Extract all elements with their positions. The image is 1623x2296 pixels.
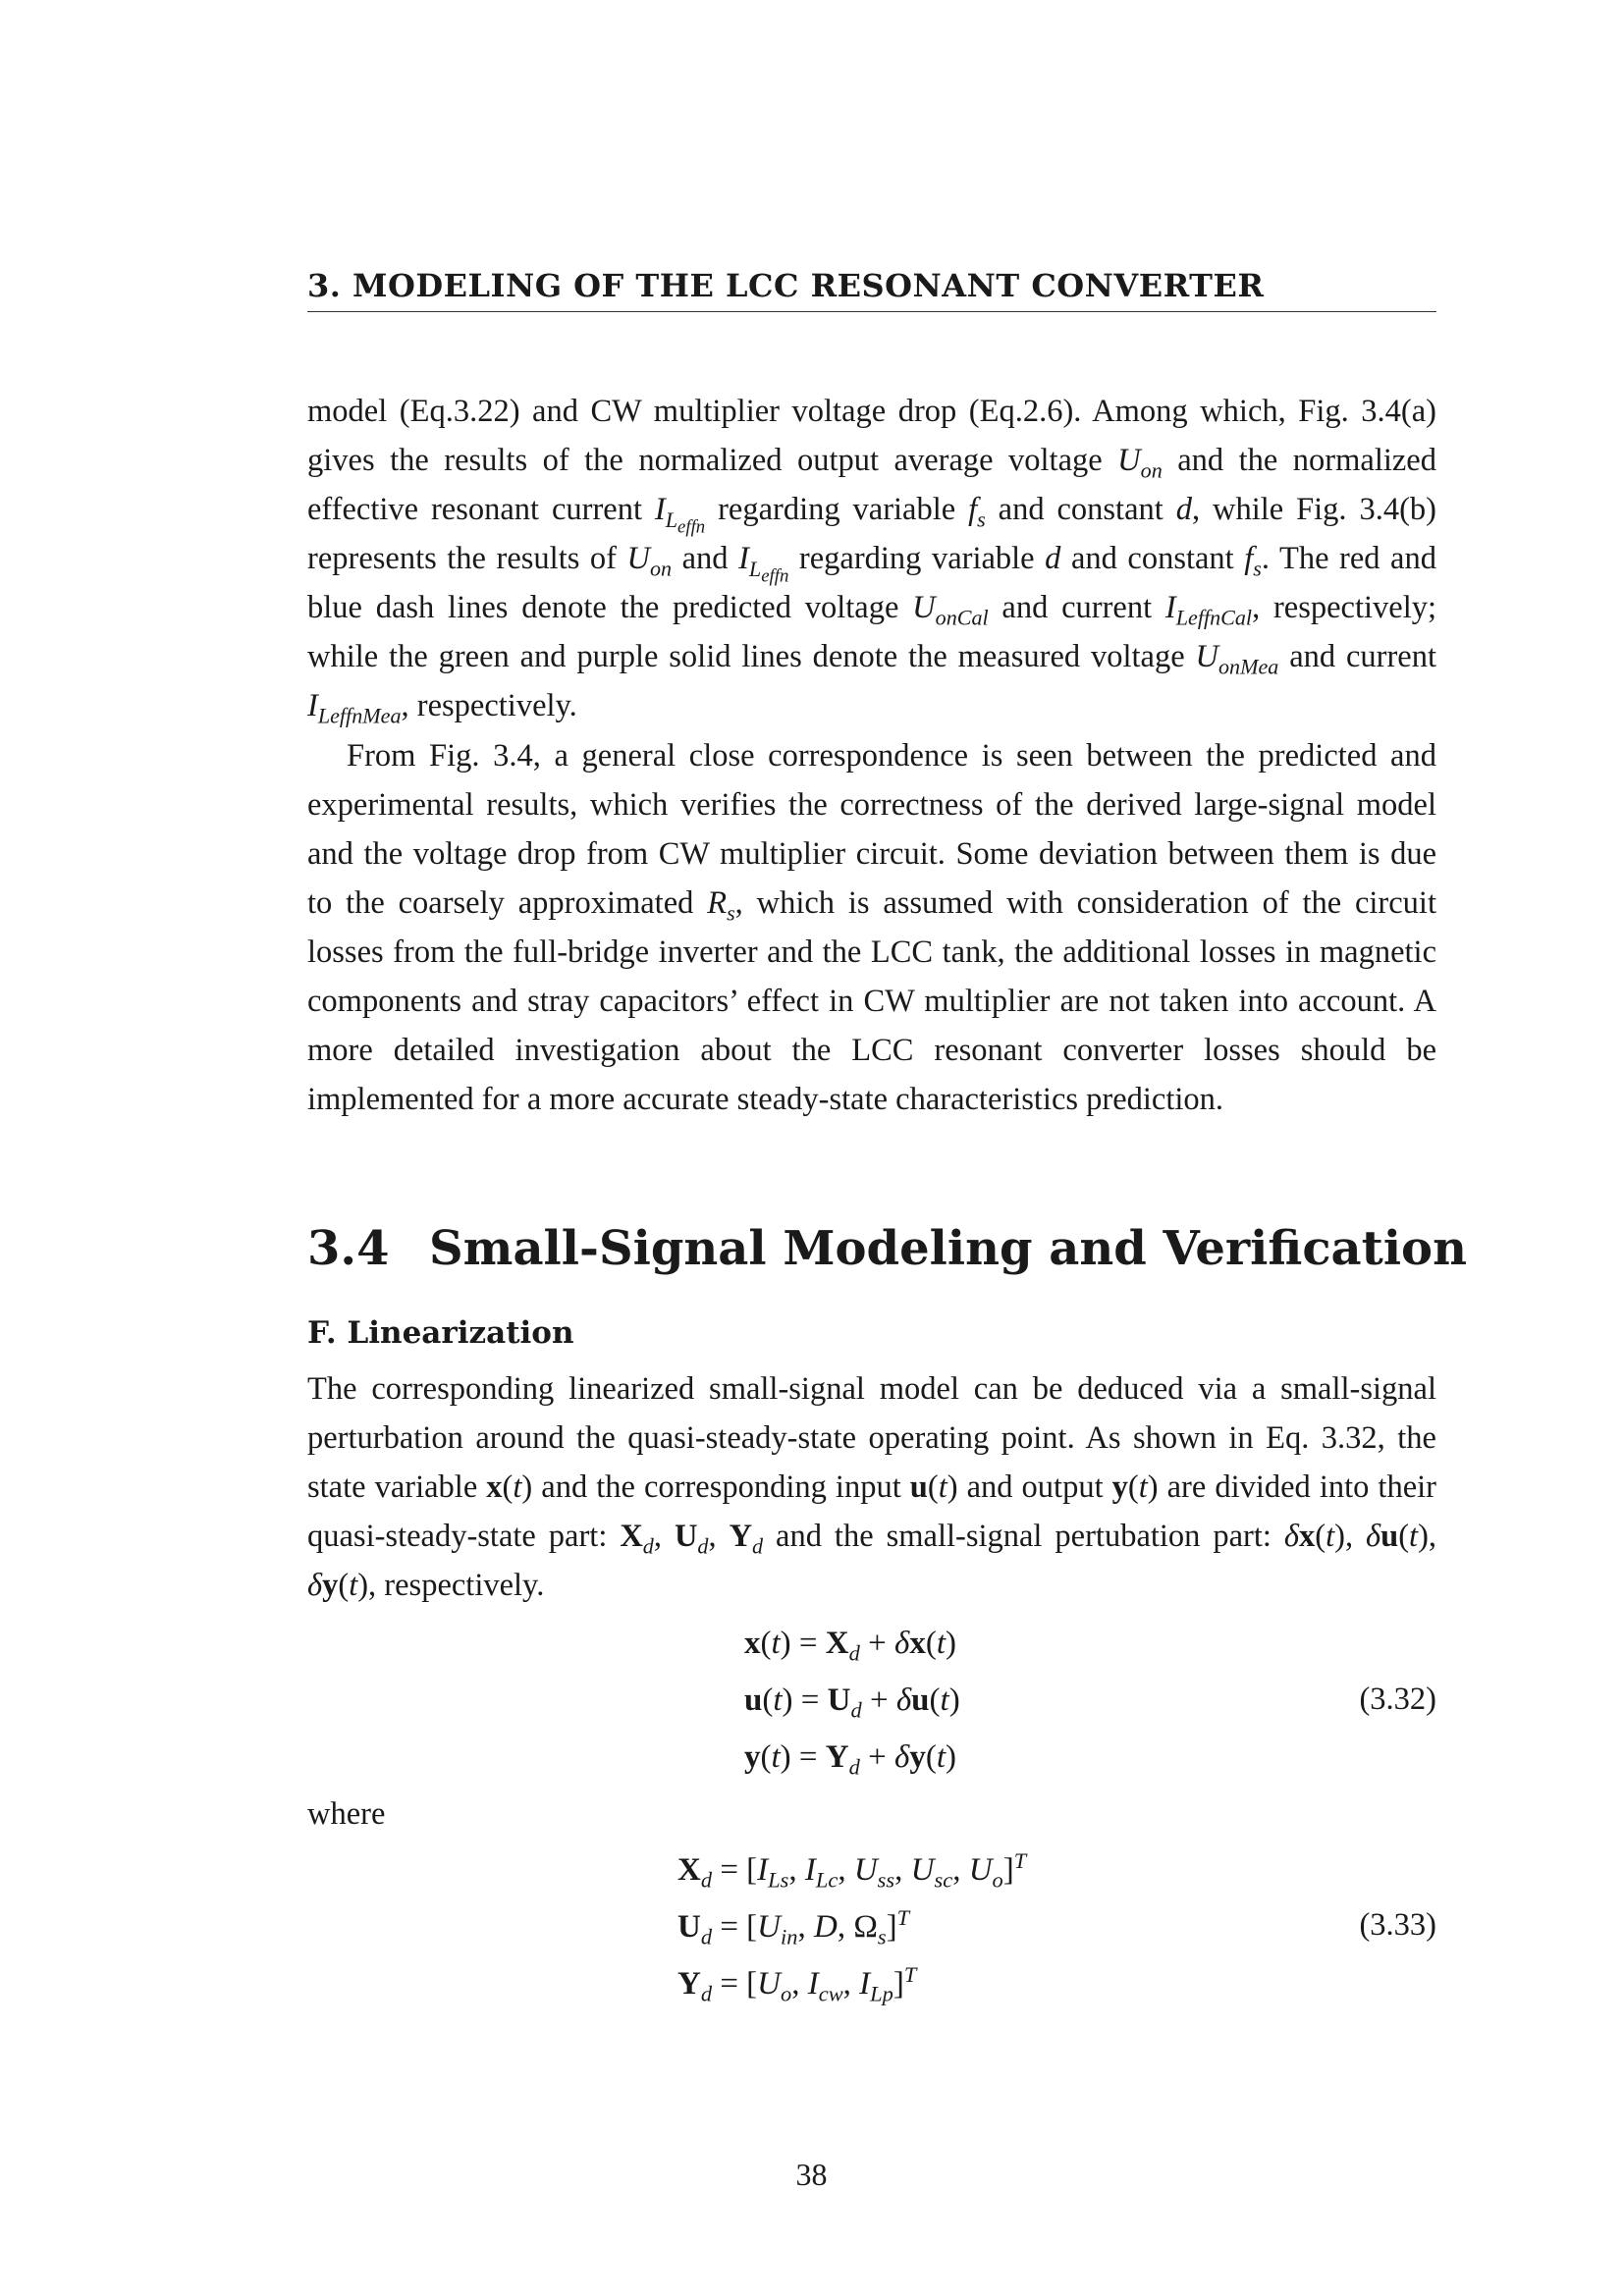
section-number: 3.4	[307, 1221, 390, 1276]
paragraph-results-description: model (Eq.3.22) and CW multiplier voltage drop (Eq.2.6). Among which, Fig. 3.4(a) gives the results of the normalized output average voltage $U_{on}$ and the normalized effective resonant current $I_{L_{effn}}$ regarding variable $f_s$ and constant d, while Fig. 3.4(b) represents the results of $U_{on}$ and $I_{L_{effn}}$ regarding variable d and constant $f_s$. The red and blue dash lines denote the predicted voltage $U_{onCal}$ and current $I_{LeffnCal}$, respectively; while the green and purple solid lines denote the measured voltage $U_{onMea}$ and current $I_{LeffnMea}$, respectively.	[307, 394, 1437, 728]
subsection-heading: F. Linearization	[307, 1315, 574, 1351]
equation-3-32: $x(t) = X_d + \delta x(t)$ $u(t) = U_d + \delta u(t)$ $y(t) = Y_d + \delta y(t)$	[744, 1626, 960, 1780]
equation-3-33: $X_d = [I_{Ls}$, $I_{Lc}$, $U_{ss}$, $U_{sc}$, $U_o]^T$ $U_d = [U_{in}$, D, $\Omega_s]^T$ $Y_d = [U_o$, $I_{cw}$, $I_{Lp}]^T$	[677, 1848, 1027, 2006]
page-number: 38	[795, 2157, 828, 2192]
paragraph-correspondence: From Fig. 3.4, a general close correspondence is seen between the predicted and experimental results, which verifies the correctness of the derived large-signal model and the voltage drop from CW multiplier circuit. Some deviation between them is due to the coarsely approximated $R_s$, which is assumed with consideration of the circuit losses from the full-bridge inverter and the LCC tank, the additional losses in magnetic components and stray capacitors’ effect in CW multiplier are not taken into account. A more detailed investigation about the LCC resonant converter losses should be implemented for a more accurate steady-state characteristics prediction.	[307, 738, 1436, 1117]
header-rule	[307, 311, 1436, 312]
paragraph-linearization: The corresponding linearized small-signal model can be deduced via a small-signal perturbation around the quasi-steady-state operating point. As shown in Eq. 3.32, the state variable x(t) and the corresponding input u(t) and output y(t) are divided into their quasi-steady-state part: $X_d$, $U_d$, $Y_d$ and the small-signal pertubation part: δx(t), δu(t), δy(t), respectively.	[307, 1371, 1437, 1603]
section-heading	[307, 1221, 1467, 1276]
section-title: Small-Signal Modeling and Verification	[429, 1221, 1467, 1276]
running-header: 3. MODELING OF THE LCC RESONANT CONVERTER	[307, 267, 1265, 304]
equation-number-3-33: (3.33)	[1359, 1907, 1436, 1943]
equation-number-3-32: (3.32)	[1359, 1682, 1436, 1717]
where-label: where	[307, 1796, 386, 1832]
